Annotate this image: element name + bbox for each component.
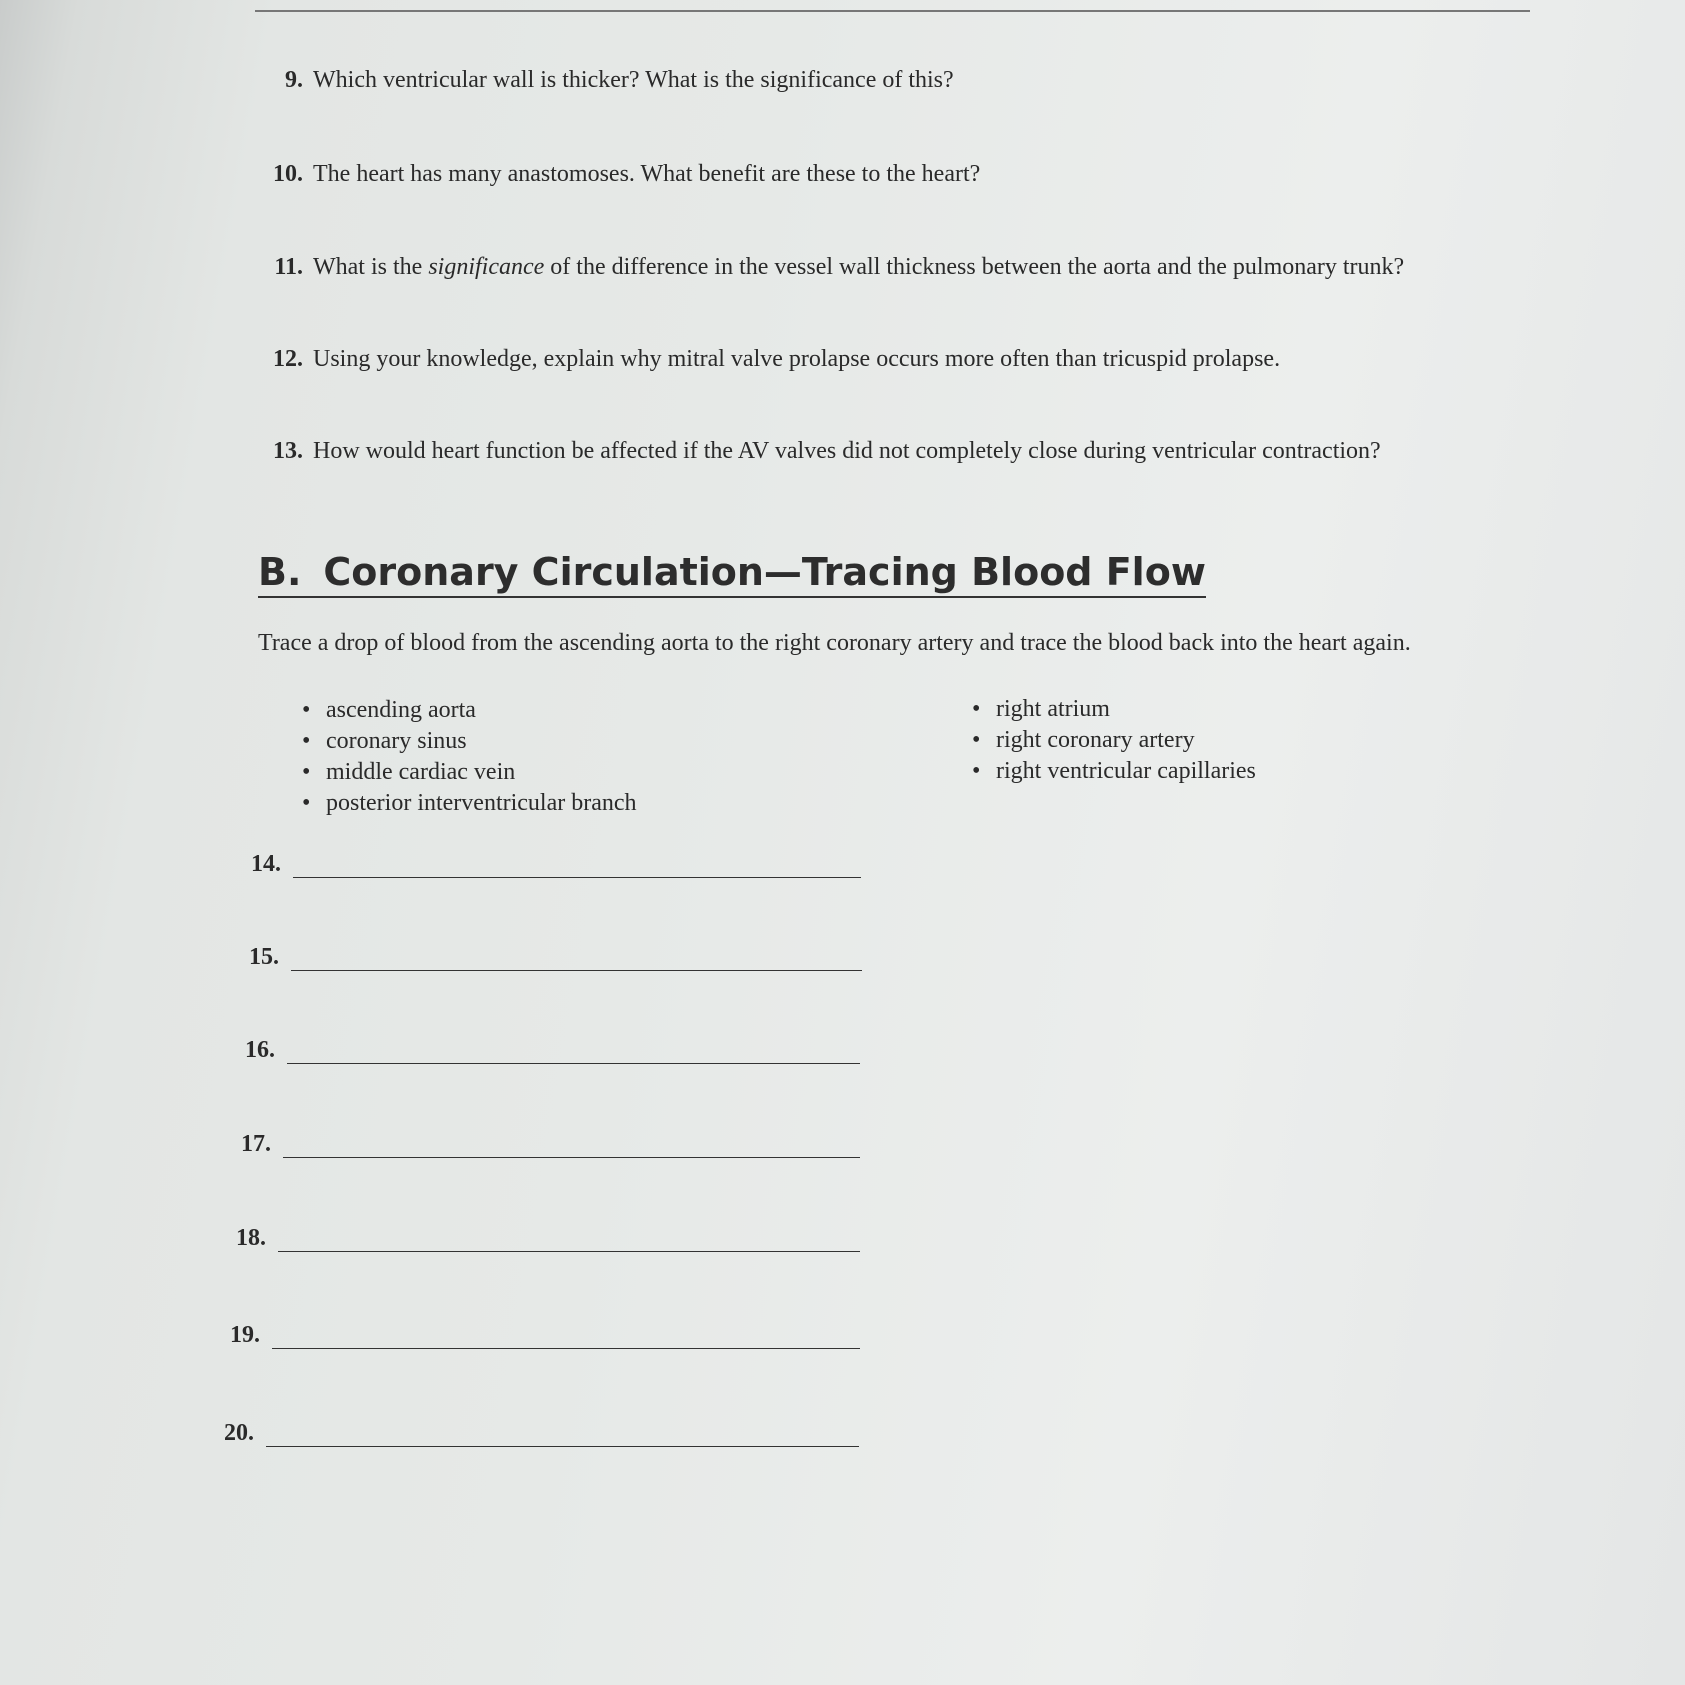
top-rule — [255, 10, 1530, 12]
question-number: 13. — [273, 438, 303, 464]
answer-18 — [236, 1225, 860, 1252]
section-heading — [258, 550, 1206, 598]
answer-blank[interactable] — [293, 876, 861, 878]
answer-14 — [251, 851, 861, 878]
section-title: Coronary Circulation—Tracing Blood Flow — [323, 550, 1206, 594]
term-item: • ascending aorta — [326, 695, 637, 726]
answer-15 — [249, 944, 862, 971]
question-13 — [258, 438, 1381, 465]
answer-blank[interactable] — [272, 1347, 860, 1349]
answer-number: 14. — [251, 851, 281, 877]
answer-blank[interactable] — [278, 1250, 860, 1252]
question-text: The heart has many anastomoses. What benefit are these to the heart? — [313, 161, 981, 187]
question-text-start: What is the — [313, 254, 429, 280]
answer-blank[interactable] — [291, 969, 862, 971]
answer-16 — [245, 1037, 860, 1064]
question-11 — [258, 254, 1404, 281]
term-item: • posterior interventricular branch — [326, 788, 637, 819]
answer-19 — [230, 1322, 860, 1349]
question-10 — [258, 161, 980, 188]
answer-number: 17. — [241, 1131, 271, 1157]
section-letter: B. — [258, 550, 302, 594]
question-number: 10. — [273, 161, 303, 187]
question-12 — [258, 346, 1280, 373]
emphasis-significance: significance — [428, 254, 545, 280]
answer-number: 19. — [230, 1322, 260, 1348]
answer-20 — [224, 1420, 859, 1447]
question-number: 11. — [274, 254, 303, 280]
term-item: • right coronary artery — [996, 725, 1256, 756]
answer-number: 20. — [224, 1420, 254, 1446]
answer-number: 18. — [236, 1225, 266, 1251]
term-item: • right ventricular capillaries — [996, 756, 1256, 787]
question-9 — [258, 67, 954, 94]
term-list-left — [326, 695, 637, 819]
answer-blank[interactable] — [283, 1156, 860, 1158]
term-item: • right atrium — [996, 694, 1256, 725]
term-list-right — [996, 694, 1256, 787]
question-text-end: of the difference in the vessel wall thickness between the aorta and the pulmonary trunk? — [544, 254, 1405, 280]
question-text: Which ventricular wall is thicker? What is the significance of this? — [313, 67, 954, 93]
term-item: • coronary sinus — [326, 726, 637, 757]
answer-blank[interactable] — [266, 1445, 859, 1447]
instruction-text: Trace a drop of blood from the ascending aorta to the right coronary artery and trace the blood back into the heart again. — [258, 630, 1411, 656]
term-item: • middle cardiac vein — [326, 757, 637, 788]
answer-number: 15. — [249, 944, 279, 970]
answer-number: 16. — [245, 1037, 275, 1063]
answer-blank[interactable] — [287, 1062, 860, 1064]
answer-17 — [241, 1131, 860, 1158]
question-number: 9. — [285, 67, 303, 93]
question-text: How would heart function be affected if the AV valves did not completely close during ventricular contraction? — [313, 438, 1381, 464]
question-text: Using your knowledge, explain why mitral valve prolapse occurs more often than tricuspid prolapse. — [313, 346, 1281, 372]
question-number: 12. — [273, 346, 303, 372]
